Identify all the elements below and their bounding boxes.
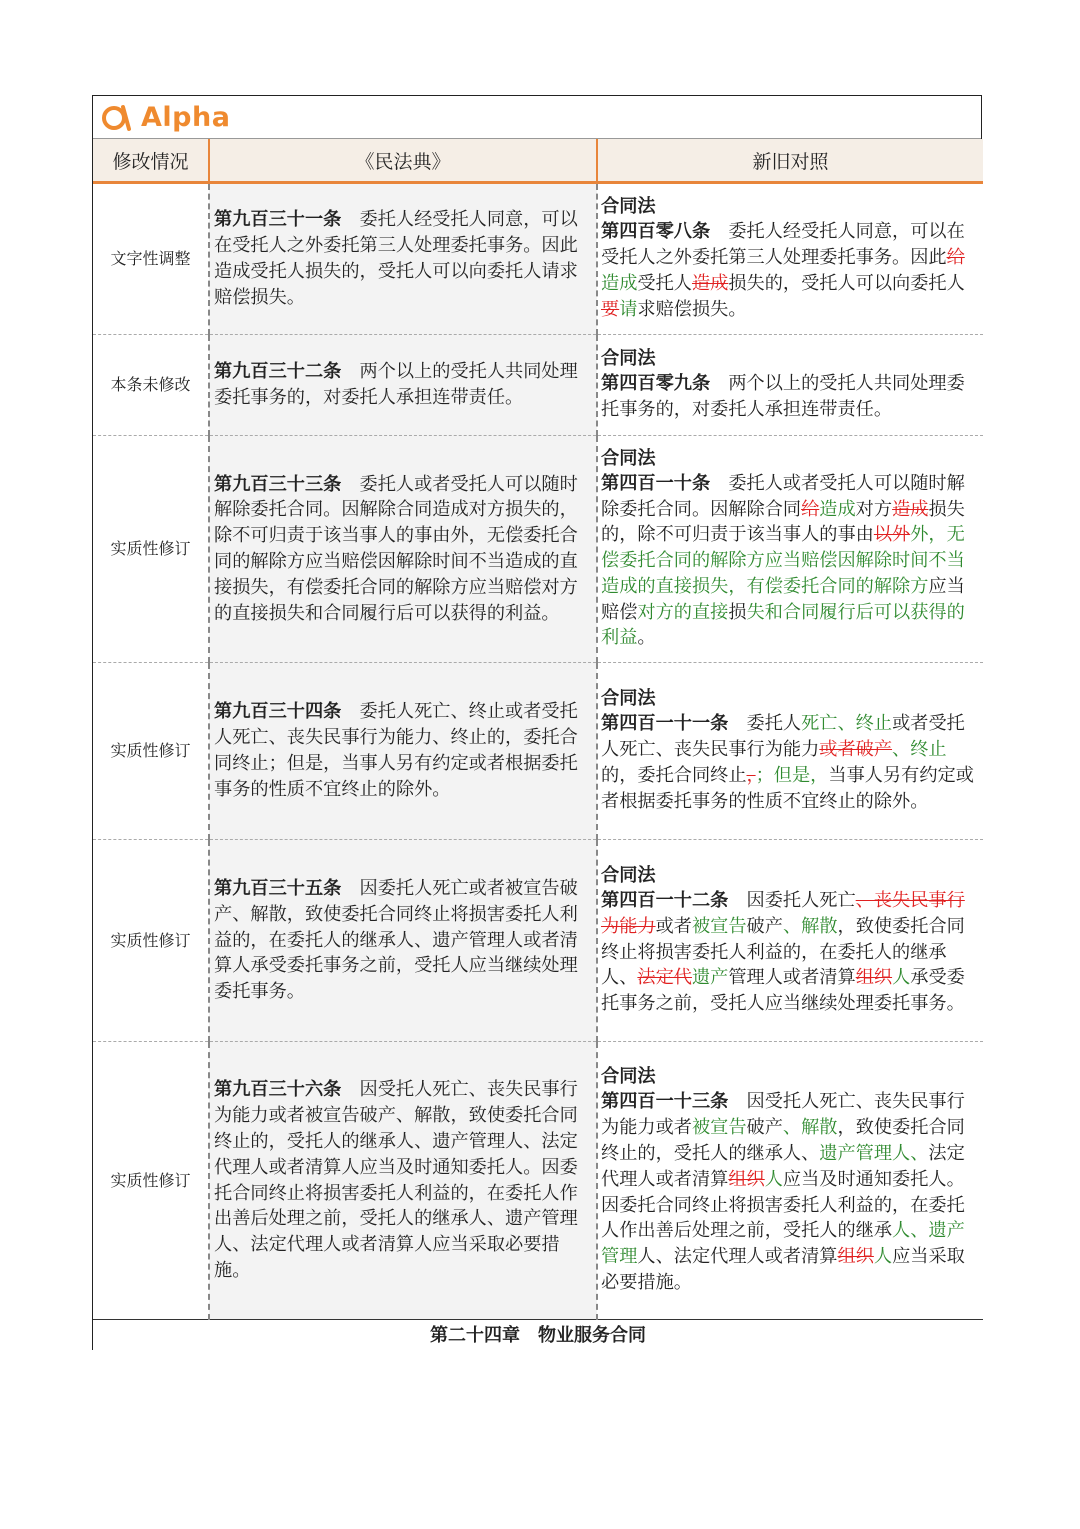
deleted-text: 给 [801,498,820,520]
unchanged-text: 管理人或者清算 [728,967,856,989]
table-row [93,183,983,335]
unchanged-text: 委托人或者受托人可以随时解除委托合同。因解除合同 [601,472,965,520]
unchanged-text: 或者受托人死亡、丧失民事行为能力 [601,713,965,761]
added-text: 、解散 [782,1117,838,1139]
unchanged-text: 求赔偿损失。 [637,298,747,320]
chapter-row [93,1320,983,1353]
change-type: 实质性修订 [93,436,209,663]
table-row [93,840,983,1042]
civil-article-number: 第九百三十五条 [214,878,342,899]
deleted-text: 组织 [837,1246,874,1268]
unchanged-text: 应当采取必要措施。 [601,1246,965,1293]
deleted-text: 造成 [691,273,729,294]
table-row [93,335,983,436]
change-type: 实质性修订 [93,840,209,1042]
civil-article-text: 两个以上的受托人共同处理委托事务的，对委托人承担连带责任。 [214,361,578,408]
brand-name: Alpha [141,101,231,133]
added-text: 人 [764,1168,783,1190]
header-row [93,139,983,183]
table-row [93,663,983,840]
added-text: 造成 [601,273,638,294]
comparison-cell [597,1042,983,1320]
unchanged-text: 。 [637,627,656,649]
deleted-text: 给 [946,247,965,269]
header-change: 修改情况 [93,139,209,183]
alpha-logo-icon [101,102,131,132]
civil-article-number: 第九百三十三条 [214,473,342,495]
chapter-title: 第二十四章 物业服务合同 [93,1320,983,1353]
added-text: 人 [892,967,911,989]
comparison-cell [597,436,983,663]
law-name: 合同法 [601,865,656,886]
deleted-text: ， [746,765,756,786]
civil-code-cell [209,335,597,436]
unchanged-text: 应当及时通知委托人。因委托合同终止将损害委托人利益的，在委托人作出善后处理之前，受托人的继承 [601,1168,965,1242]
added-text: 死亡、终止 [801,713,893,735]
unchanged-text: 法定代理人或者清算 [601,1142,965,1190]
law-name: 合同法 [601,688,656,710]
unchanged-text: ，致使委托合同终止将损害委托人利益的，在委托人的继承人、 [601,915,965,989]
brand-header [93,96,981,139]
added-text: 人 [873,1246,893,1268]
deleted-text: 以外 [873,524,911,546]
old-article-number: 第四百一十二条 [601,890,729,911]
added-text: 被宣告 [691,915,747,937]
unchanged-text: 破产 [746,915,783,937]
law-name: 合同法 [601,447,656,469]
comparison-cell [597,663,983,840]
added-text: 对方的直接 [637,601,729,623]
added-text: 外，无偿委托合同的解除方应当赔偿因解除时间不当造成的直接损失，有偿委托合同的解除方 [601,524,965,597]
added-text: 人、遗产管理 [601,1220,965,1268]
added-text: 、终止 [892,739,947,761]
unchanged-text: 委托人 [746,713,802,735]
old-article-number: 第四百零九条 [601,373,711,395]
table-row [93,1042,983,1320]
old-article-number: 第四百一十条 [601,472,711,494]
law-name: 合同法 [601,196,656,218]
change-type: 实质性修订 [93,663,209,840]
change-type: 文字性调整 [93,183,209,335]
unchanged-text: 因委托人死亡 [746,890,856,911]
civil-code-cell [209,840,597,1042]
unchanged-text: 损失的，除不可归责于该当事人的事由 [601,498,965,546]
civil-article-number: 第九百三十一条 [214,209,342,231]
comparison-cell [597,183,983,335]
civil-article-text: 委托人或者受托人可以随时解除委托合同。因解除合同造成对方损失的，除不可归责于该当事人的事由外，无偿委托合同的解除方应当赔偿因解除时间不当造成的直接损失，有偿委托合同的解除方应当赔偿对方的直接损失和合同履行后可以获得的利益。 [214,473,578,624]
law-name: 合同法 [601,348,656,370]
unchanged-text: 因受托人死亡、丧失民事行为能力或者 [601,1091,965,1139]
added-text: 失和合同履行后可以获得的利益 [601,601,965,649]
unchanged-text: 对方 [855,498,893,520]
civil-article-number: 第九百三十二条 [214,361,342,383]
deleted-text: 法定代 [637,967,692,989]
civil-code-cell [209,663,597,840]
header-comparison: 新旧对照 [597,139,983,183]
deleted-text: 组织 [855,967,893,989]
civil-article-text: 委托人死亡、终止或者受托人死亡、丧失民事行为能力、终止的，委托合同终止；但是，当事人另有约定或者根据委托事务的性质不宜终止的除外。 [214,701,578,800]
unchanged-text: 损失的，受托人可以向委托人 [728,273,965,294]
law-name: 合同法 [601,1066,656,1088]
unchanged-text: 损 [728,601,747,623]
civil-article-number: 第九百三十六条 [214,1079,342,1101]
added-text: 被宣告 [691,1117,747,1139]
added-text: ；但是， [755,765,829,786]
table-row [93,436,983,663]
change-type: 实质性修订 [93,1042,209,1320]
added-text: 请 [619,298,638,320]
added-text: 造成 [819,498,856,520]
unchanged-text: 应当赔偿 [601,575,965,623]
civil-code-cell [209,436,597,663]
change-type: 本条未修改 [93,335,209,436]
unchanged-text: 破产 [746,1117,783,1139]
unchanged-text: 两个以上的受托人共同处理委托事务的，对委托人承担连带责任。 [601,373,965,420]
document-frame [92,95,982,1350]
unchanged-text: 当事人另有约定或者根据委托事务的性质不宜终止的除外。 [601,765,974,812]
deleted-text: 组织 [728,1168,765,1190]
added-text: 、解散 [782,915,838,937]
added-text: 遗产管理人、 [819,1142,929,1164]
unchanged-text: 委托人经受托人同意，可以在受托人之外委托第三人处理委托事务。因此 [601,221,965,269]
old-article-number: 第四百一十三条 [601,1091,729,1113]
civil-code-cell [209,183,597,335]
unchanged-text: 承受委托事务之前，受托人应当继续处理委托事务。 [601,967,965,1015]
civil-article-number: 第九百三十四条 [214,701,342,723]
added-text: 遗产 [691,967,729,989]
civil-article-text: 因委托人死亡或者被宣告破产、解散，致使委托合同终止将损害委托人利益的，在委托人的继承人、遗产管理人或者清算人承受委托事务之前，受托人应当继续处理委托事务。 [214,878,578,1003]
comparison-table [93,139,983,1352]
old-article-number: 第四百零八条 [601,221,711,243]
deleted-text: 造成 [892,498,929,520]
deleted-text: 、丧失民事行为能力 [601,890,965,937]
unchanged-text: 人、法定代理人或者清算 [637,1246,838,1268]
comparison-cell [597,840,983,1042]
unchanged-text: 的，委托合同终止 [601,765,747,786]
civil-article-text: 因受托人死亡、丧失民事行为能力或者被宣告破产、解散，致使委托合同终止的，受托人的继承人、遗产管理人、法定代理人或者清算人应当及时通知委托人。因委托合同终止将损害委托人利益的，在委托人作出善后处理之前，受托人的继承人、遗产管理人、法定代理人或者清算人应当采取必要措施。 [214,1079,578,1281]
deleted-text: 或者破产 [819,739,893,761]
civil-article-text: 委托人经受托人同意，可以在受托人之外委托第三人处理委托事务。因此造成受托人损失的，受托人可以向委托人请求赔偿损失。 [214,209,578,308]
unchanged-text: ，致使委托合同终止的，受托人的继承人、 [601,1117,965,1164]
old-article-number: 第四百一十一条 [601,713,729,735]
civil-code-cell [209,1042,597,1320]
deleted-text: 要 [601,298,620,320]
comparison-cell [597,335,983,436]
header-civil-code: 《民法典》 [209,139,597,183]
unchanged-text: 受托人 [637,273,692,294]
unchanged-text: 或者 [655,915,692,937]
